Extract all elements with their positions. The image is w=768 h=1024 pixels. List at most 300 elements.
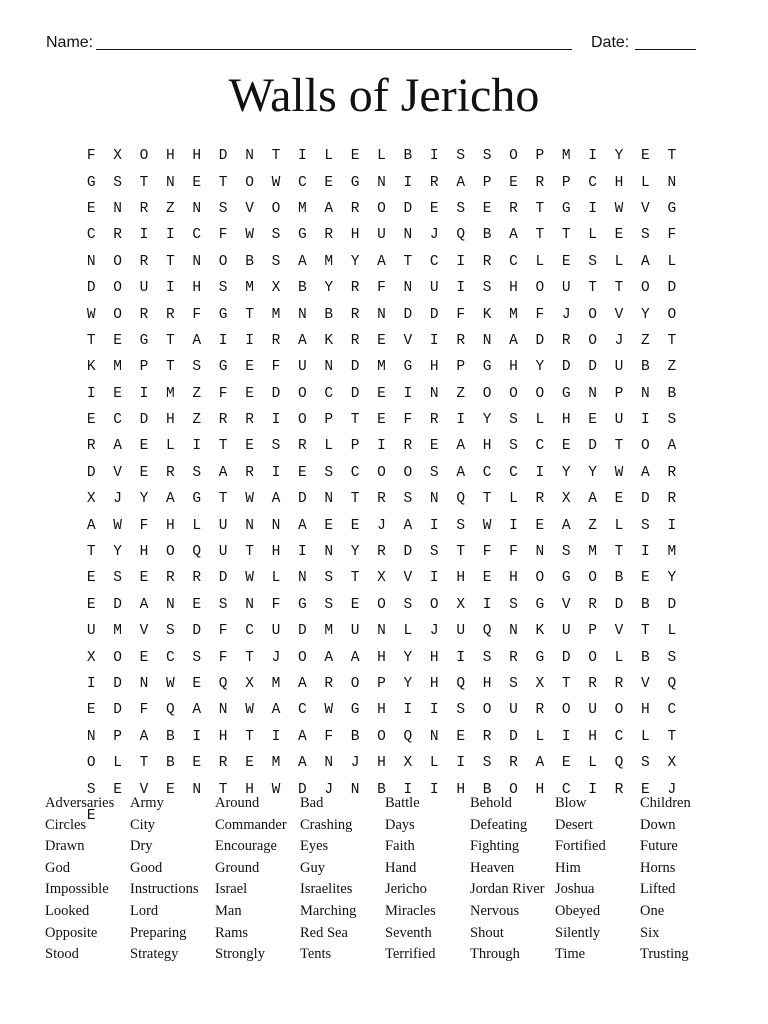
grid-letter: R — [245, 412, 254, 429]
grid-letter: U — [271, 623, 281, 640]
grid-letter: U — [509, 702, 518, 719]
grid-letter: E — [245, 359, 254, 376]
grid-letter: V — [641, 200, 650, 217]
grid-letter: M — [561, 148, 571, 165]
grid-letter: N — [641, 385, 650, 402]
grid-letter: B — [482, 227, 492, 244]
grid-letter: R — [350, 332, 360, 349]
grid-letter: Y — [641, 306, 650, 323]
grid-letter: I — [297, 544, 307, 561]
grid-letter: S — [192, 464, 202, 481]
grid-letter: R — [192, 570, 202, 587]
grid-letter: S — [429, 464, 439, 481]
grid-letter: D — [403, 200, 413, 217]
grid-letter: O — [139, 148, 149, 165]
word-list-item: Guy — [300, 859, 325, 876]
grid-letter: Y — [324, 280, 334, 297]
grid-letter: H — [509, 359, 518, 376]
grid-letter: F — [271, 596, 281, 613]
grid-letter: D — [218, 148, 228, 165]
grid-letter: Y — [350, 544, 360, 561]
grid-letter: O — [588, 332, 597, 349]
grid-letter: X — [403, 755, 413, 772]
name-blank-line[interactable] — [96, 49, 572, 50]
grid-letter: D — [509, 728, 518, 745]
grid-letter: T — [614, 438, 624, 455]
word-list-item: Faith — [385, 838, 415, 855]
grid-letter: N — [377, 306, 386, 323]
grid-letter: R — [429, 412, 439, 429]
grid-letter: C — [324, 385, 334, 402]
grid-letter: S — [641, 227, 650, 244]
grid-letter: R — [561, 332, 571, 349]
grid-letter: S — [218, 280, 228, 297]
grid-letter: T — [588, 280, 597, 297]
grid-letter: F — [139, 517, 149, 534]
grid-letter: B — [641, 649, 650, 666]
grid-letter: P — [588, 623, 597, 640]
grid-letter: R — [218, 412, 228, 429]
grid-letter: I — [509, 517, 518, 534]
grid-letter: J — [377, 517, 386, 534]
grid-letter: M — [113, 623, 122, 640]
grid-letter: M — [271, 306, 281, 323]
grid-letter: C — [166, 649, 175, 666]
grid-letter: L — [535, 412, 545, 429]
grid-letter: R — [456, 332, 466, 349]
grid-letter: O — [535, 385, 545, 402]
grid-letter: H — [429, 649, 439, 666]
grid-letter: T — [245, 544, 254, 561]
grid-letter: C — [535, 438, 545, 455]
grid-letter: S — [218, 596, 228, 613]
grid-letter: I — [667, 517, 677, 534]
grid-letter: E — [192, 596, 202, 613]
grid-letter: L — [614, 517, 624, 534]
grid-letter: A — [218, 464, 228, 481]
word-list-item: Bad — [300, 795, 324, 811]
grid-letter: R — [509, 755, 518, 772]
grid-letter: B — [297, 280, 307, 297]
grid-letter: R — [482, 728, 492, 745]
grid-letter: N — [245, 596, 254, 613]
word-list-item: Jordan River — [470, 881, 545, 898]
grid-letter: L — [324, 148, 334, 165]
grid-letter: D — [403, 306, 413, 323]
word-list-item: Looked — [45, 902, 90, 919]
grid-letter: Q — [403, 728, 413, 745]
grid-letter: Y — [403, 649, 413, 666]
grid-letter: U — [588, 702, 597, 719]
grid-letter: Y — [535, 359, 545, 376]
word-list-item: Strongly — [215, 946, 265, 963]
grid-letter: U — [297, 359, 307, 376]
grid-letter: R — [588, 596, 597, 613]
grid-letter: O — [641, 280, 650, 297]
grid-letter: D — [588, 359, 597, 376]
grid-letter: C — [192, 227, 202, 244]
grid-letter: T — [403, 253, 413, 270]
grid-letter: D — [561, 649, 571, 666]
grid-letter: H — [166, 412, 175, 429]
grid-letter: A — [139, 728, 149, 745]
word-list-item: Children — [640, 795, 691, 811]
grid-letter: Y — [614, 148, 624, 165]
grid-letter: E — [86, 596, 96, 613]
grid-letter: S — [641, 755, 650, 772]
grid-letter: D — [667, 596, 677, 613]
grid-letter: H — [482, 676, 492, 692]
grid-letter: L — [588, 227, 597, 244]
grid-letter: Y — [113, 544, 122, 561]
grid-letter: B — [324, 306, 334, 323]
grid-letter: E — [86, 702, 96, 719]
grid-letter: I — [245, 332, 254, 349]
word-list-item: Hand — [385, 859, 417, 876]
grid-letter: S — [113, 570, 122, 587]
word-list-item: Around — [215, 795, 260, 811]
grid-letter: V — [403, 570, 413, 587]
grid-letter: V — [113, 464, 122, 481]
word-list-item: Down — [640, 816, 676, 833]
grid-letter: G — [482, 359, 492, 376]
grid-letter: W — [245, 702, 254, 719]
grid-letter: E — [139, 438, 149, 455]
grid-letter: S — [456, 200, 466, 217]
grid-letter: A — [271, 702, 281, 719]
word-list-item: Crashing — [300, 816, 353, 833]
grid-letter: H — [456, 570, 466, 587]
grid-letter: I — [429, 570, 439, 587]
grid-letter: T — [218, 438, 228, 455]
word-list-item: Heaven — [470, 859, 515, 876]
grid-letter: G — [561, 385, 571, 402]
grid-letter: F — [218, 649, 228, 666]
grid-letter: Y — [350, 253, 360, 270]
grid-letter: I — [429, 148, 439, 165]
grid-letter: B — [482, 781, 492, 798]
grid-letter: K — [86, 359, 96, 376]
grid-letter: Z — [192, 412, 202, 429]
grid-letter: T — [166, 359, 175, 376]
word-list-item: Dry — [130, 838, 153, 855]
grid-letter: R — [113, 227, 122, 244]
grid-letter: N — [218, 702, 228, 719]
grid-letter: E — [350, 517, 360, 534]
grid-letter: I — [403, 702, 413, 719]
word-list-item: Six — [640, 924, 660, 941]
grid-letter: Q — [667, 676, 677, 692]
grid-letter: U — [350, 623, 360, 640]
grid-letter: Q — [218, 676, 228, 692]
grid-letter: E — [641, 148, 650, 165]
grid-letter: D — [535, 332, 545, 349]
grid-letter: E — [377, 385, 386, 402]
grid-letter: S — [456, 148, 466, 165]
grid-letter: S — [429, 544, 439, 561]
grid-letter: C — [482, 464, 492, 481]
grid-letter: V — [245, 200, 254, 217]
grid-letter: A — [324, 200, 334, 217]
grid-letter: B — [641, 359, 650, 376]
grid-letter: H — [350, 227, 360, 244]
grid-letter: J — [113, 491, 122, 508]
grid-letter: R — [482, 253, 492, 270]
grid-letter: E — [614, 491, 624, 508]
grid-letter: O — [482, 702, 492, 719]
grid-letter: T — [667, 148, 677, 165]
grid-letter: X — [86, 649, 96, 666]
grid-letter: S — [403, 491, 413, 508]
grid-letter: I — [641, 544, 650, 561]
grid-letter: L — [192, 517, 202, 534]
grid-letter: D — [139, 412, 149, 429]
grid-letter: R — [350, 280, 360, 297]
grid-letter: E — [86, 200, 96, 217]
grid-letter: C — [429, 253, 439, 270]
word-list-item: Army — [130, 795, 164, 811]
grid-letter: E — [113, 781, 122, 798]
grid-letter: T — [667, 728, 677, 745]
grid-letter: N — [403, 227, 413, 244]
grid-letter: E — [192, 174, 202, 191]
grid-letter: T — [218, 781, 228, 798]
grid-letter: R — [166, 306, 175, 323]
grid-letter: H — [561, 412, 571, 429]
grid-letter: J — [324, 781, 334, 798]
grid-letter: G — [561, 570, 571, 587]
grid-letter: V — [561, 596, 571, 613]
word-list-item: Ground — [215, 859, 260, 876]
grid-letter: I — [429, 781, 439, 798]
grid-letter: S — [192, 649, 202, 666]
grid-letter: I — [641, 412, 650, 429]
grid-letter: U — [377, 227, 386, 244]
grid-letter: D — [297, 491, 307, 508]
grid-letter: D — [271, 385, 281, 402]
grid-letter: H — [509, 570, 518, 587]
grid-letter: P — [377, 676, 386, 692]
grid-letter: I — [139, 227, 149, 244]
grid-letter: H — [456, 781, 466, 798]
grid-letter: Z — [588, 517, 597, 534]
grid-letter: H — [588, 728, 597, 745]
grid-letter: R — [166, 570, 175, 587]
grid-letter: N — [403, 280, 413, 297]
grid-letter: M — [271, 755, 281, 772]
grid-letter: B — [245, 253, 254, 270]
grid-letter: O — [482, 385, 492, 402]
grid-letter: D — [588, 438, 597, 455]
grid-letter: L — [535, 253, 545, 270]
grid-letter: H — [535, 781, 545, 798]
grid-letter: X — [377, 570, 386, 587]
grid-letter: E — [297, 464, 307, 481]
grid-letter: V — [614, 306, 624, 323]
grid-letter: F — [218, 385, 228, 402]
word-list-item: Miracles — [385, 902, 436, 919]
grid-letter: I — [456, 280, 466, 297]
grid-letter: P — [456, 359, 466, 376]
grid-letter: F — [139, 702, 149, 719]
grid-letter: D — [86, 280, 96, 297]
grid-letter: R — [218, 755, 228, 772]
word-list-item: God — [45, 859, 70, 876]
grid-letter: O — [86, 755, 96, 772]
grid-letter: S — [192, 359, 202, 376]
grid-letter: I — [588, 200, 597, 217]
grid-letter: R — [429, 174, 439, 191]
grid-letter: H — [482, 438, 492, 455]
grid-letter: S — [588, 253, 597, 270]
grid-letter: G — [218, 359, 228, 376]
grid-letter: C — [509, 464, 518, 481]
word-list-item: Lifted — [640, 881, 676, 898]
grid-letter: A — [271, 491, 281, 508]
grid-letter: A — [641, 464, 650, 481]
grid-letter: M — [297, 200, 307, 217]
grid-letter: N — [271, 517, 281, 534]
grid-letter: V — [139, 623, 149, 640]
word-list-item: Desert — [555, 816, 593, 833]
grid-letter: E — [561, 438, 571, 455]
grid-letter: R — [614, 676, 624, 692]
grid-letter: Y — [403, 676, 413, 692]
grid-letter: R — [139, 253, 149, 270]
grid-letter: A — [509, 332, 518, 349]
grid-letter: E — [641, 781, 650, 798]
grid-letter: O — [535, 570, 545, 587]
word-list-item: One — [640, 902, 665, 919]
grid-letter: P — [139, 359, 149, 376]
grid-letter: J — [271, 649, 281, 666]
grid-letter: N — [482, 332, 492, 349]
grid-letter: G — [667, 200, 677, 217]
grid-letter: R — [535, 174, 545, 191]
grid-letter: A — [192, 332, 202, 349]
grid-letter: R — [377, 544, 386, 561]
word-list-item: Battle — [385, 795, 420, 811]
grid-letter: X — [245, 676, 254, 692]
grid-letter: N — [113, 200, 122, 217]
grid-letter: G — [86, 174, 96, 191]
grid-letter: R — [324, 676, 334, 692]
grid-letter: A — [588, 491, 597, 508]
grid-letter: U — [86, 623, 96, 640]
word-list-item: Drawn — [45, 838, 85, 855]
grid-letter: H — [271, 544, 281, 561]
word-list-item: Preparing — [130, 924, 187, 941]
grid-letter: O — [113, 649, 122, 666]
grid-letter: S — [667, 649, 677, 666]
grid-letter: O — [509, 781, 518, 798]
grid-letter: A — [324, 649, 334, 666]
grid-letter: N — [245, 148, 254, 165]
grid-letter: I — [86, 385, 96, 402]
grid-letter: A — [166, 491, 175, 508]
word-search-grid — [78, 143, 685, 829]
grid-letter: E — [350, 596, 360, 613]
grid-letter: N — [297, 306, 307, 323]
grid-letter: L — [667, 623, 677, 640]
word-list-item: Impossible — [45, 881, 109, 898]
grid-letter: M — [271, 676, 281, 692]
grid-letter: M — [667, 544, 677, 561]
word-list-item: Israelites — [300, 881, 353, 898]
grid-letter: E — [429, 438, 439, 455]
grid-letter: L — [403, 623, 413, 640]
grid-letter: X — [561, 491, 571, 508]
grid-letter: O — [297, 649, 307, 666]
grid-letter: D — [614, 596, 624, 613]
grid-letter: L — [614, 649, 624, 666]
grid-letter: J — [561, 306, 571, 323]
grid-letter: S — [218, 200, 228, 217]
grid-letter: R — [139, 200, 149, 217]
grid-letter: D — [561, 359, 571, 376]
grid-letter: S — [667, 412, 677, 429]
grid-letter: S — [271, 253, 281, 270]
grid-letter: G — [297, 596, 307, 613]
grid-letter: M — [324, 623, 334, 640]
grid-letter: G — [350, 174, 360, 191]
word-list-item: Encourage — [215, 838, 277, 855]
grid-letter: R — [614, 781, 624, 798]
date-blank-line[interactable] — [635, 49, 696, 50]
grid-letter: A — [377, 253, 386, 270]
grid-letter: K — [482, 306, 492, 323]
grid-letter: R — [86, 438, 96, 455]
grid-letter: H — [509, 280, 518, 297]
grid-letter: D — [192, 623, 202, 640]
grid-letter: I — [429, 332, 439, 349]
grid-letter: B — [166, 728, 175, 745]
grid-letter: F — [86, 148, 96, 165]
grid-letter: X — [535, 676, 545, 692]
grid-letter: R — [588, 676, 597, 692]
grid-letter: E — [139, 649, 149, 666]
grid-letter: D — [297, 623, 307, 640]
word-list-item: Horns — [640, 859, 676, 876]
grid-letter: H — [139, 544, 149, 561]
grid-letter: N — [245, 517, 254, 534]
word-list-item: Nervous — [470, 902, 520, 919]
grid-letter: E — [86, 412, 96, 429]
grid-letter: R — [324, 227, 334, 244]
grid-letter: I — [588, 148, 597, 165]
grid-letter: B — [667, 385, 677, 402]
grid-letter: Y — [139, 491, 149, 508]
grid-letter: G — [403, 359, 413, 376]
grid-letter: C — [561, 781, 571, 798]
grid-letter: O — [377, 728, 386, 745]
word-list-item: Future — [640, 838, 678, 855]
grid-letter: L — [641, 174, 650, 191]
grid-letter: N — [324, 359, 334, 376]
grid-letter: T — [667, 332, 677, 349]
grid-letter: N — [86, 728, 96, 745]
grid-letter: C — [113, 412, 122, 429]
grid-letter: N — [509, 623, 518, 640]
grid-letter: E — [456, 728, 466, 745]
grid-letter: I — [192, 728, 202, 745]
header — [0, 32, 768, 56]
grid-letter: I — [166, 280, 175, 297]
grid-letter: A — [456, 438, 466, 455]
grid-letter: A — [456, 174, 466, 191]
grid-letter: T — [535, 200, 545, 217]
grid-letter: Z — [192, 385, 202, 402]
